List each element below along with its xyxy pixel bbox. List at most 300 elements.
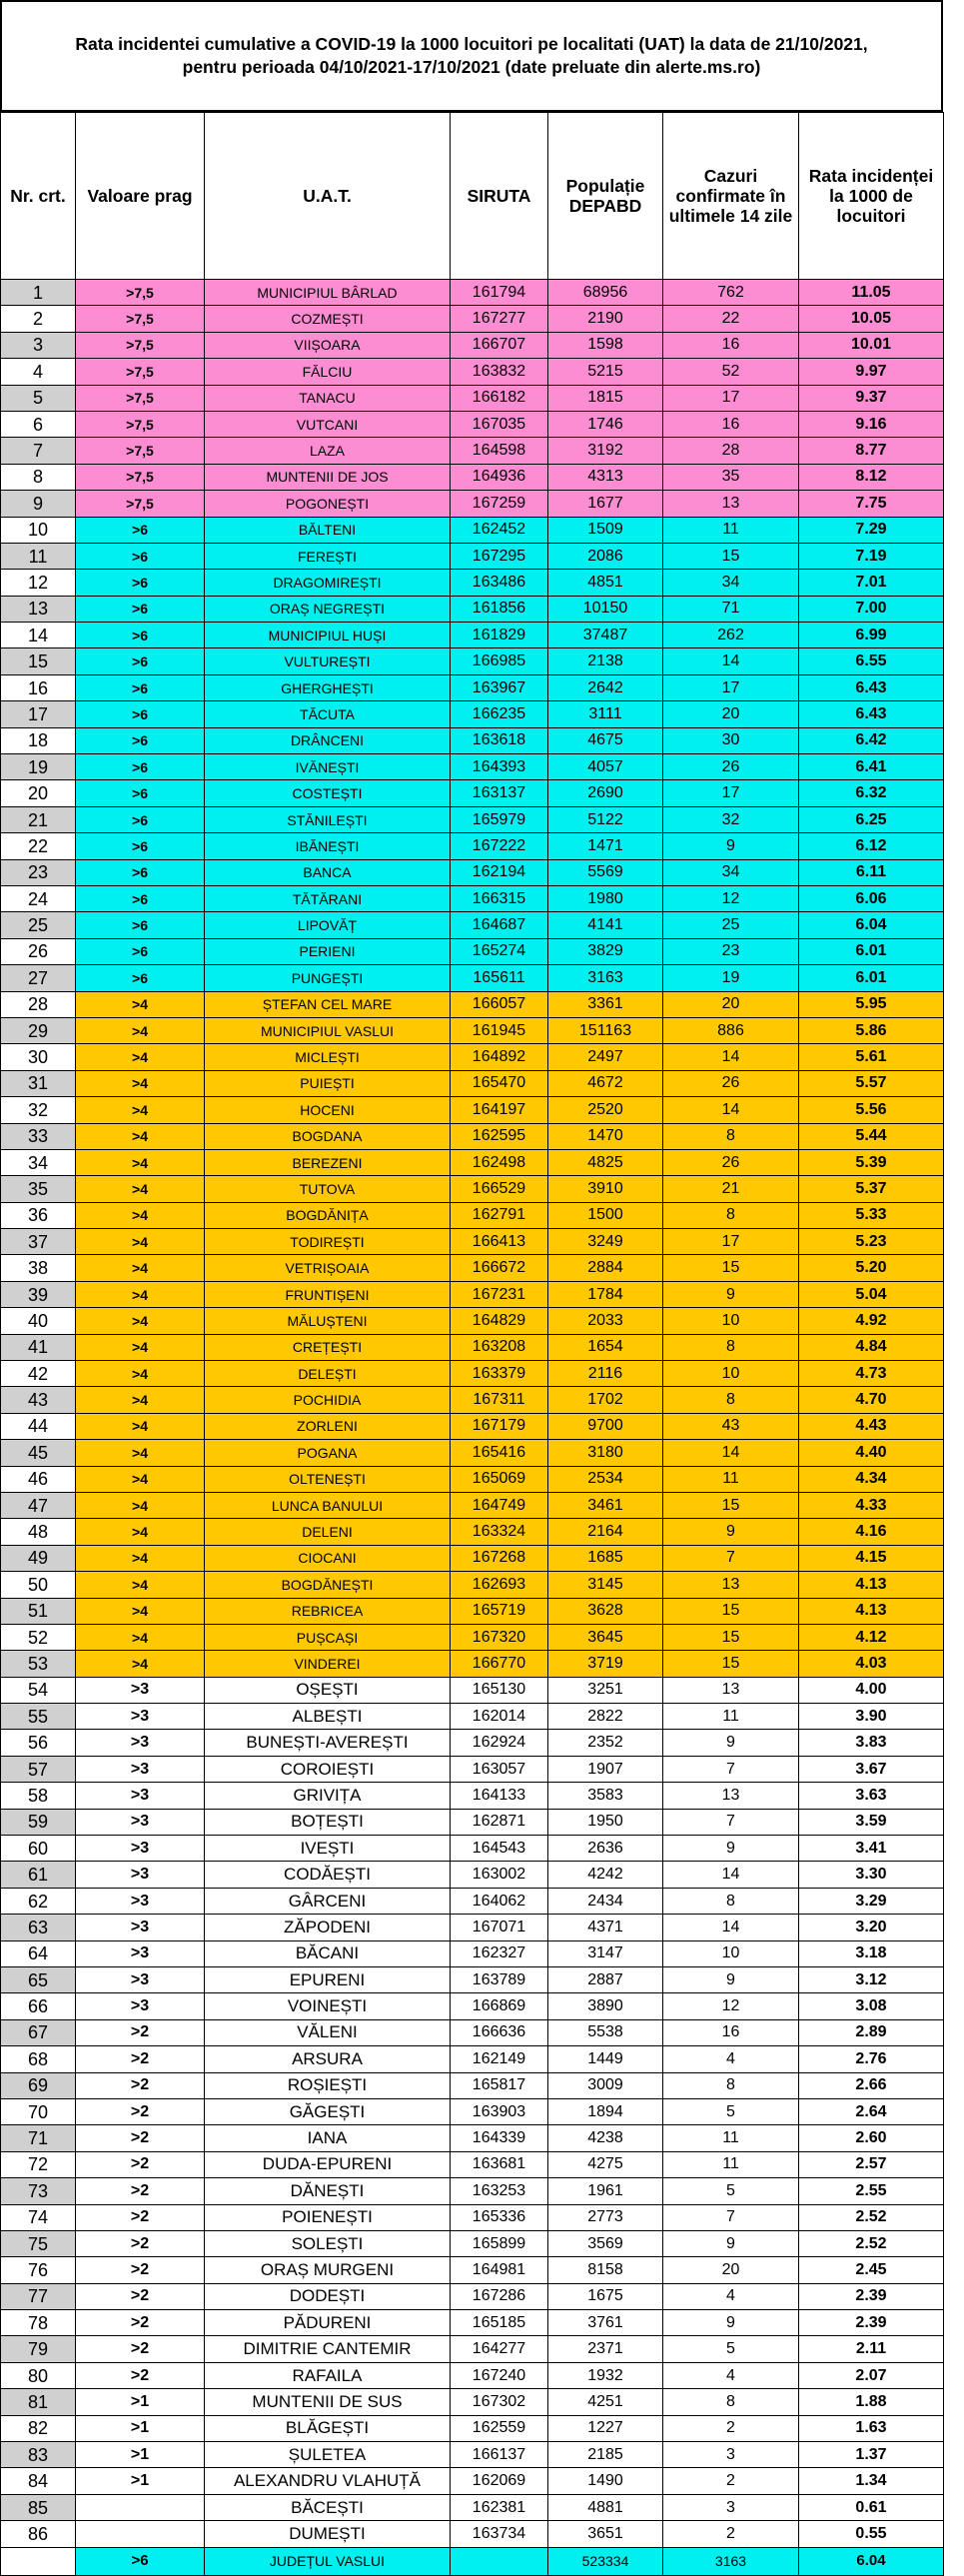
row-cazuri-cell: 30 — [663, 727, 799, 753]
row-prag-cell: >6 — [76, 623, 205, 648]
row-populatie-cell: 3645 — [548, 1624, 663, 1650]
row-cazuri-cell: 14 — [663, 1862, 799, 1888]
row-prag-cell: >7,5 — [76, 491, 205, 517]
row-rata-cell: 7.75 — [799, 491, 944, 517]
row-uat-cell: VUTCANI — [205, 411, 451, 437]
row-uat-cell: DUDA-EPURENI — [205, 2151, 451, 2177]
row-siruta-cell: 164543 — [451, 1836, 548, 1862]
row-nr-cell: 51 — [1, 1598, 76, 1624]
row-prag-cell: >4 — [76, 1413, 205, 1439]
row-rata-cell: 3.83 — [799, 1730, 944, 1756]
row-siruta-cell: 165416 — [451, 1440, 548, 1466]
row-rata-cell: 7.01 — [799, 570, 944, 596]
row-rata-cell: 2.39 — [799, 2310, 944, 2336]
row-populatie-cell: 9700 — [548, 1413, 663, 1439]
row-prag-cell: >3 — [76, 1756, 205, 1782]
row-populatie-cell: 3251 — [548, 1677, 663, 1703]
row-siruta-cell: 163002 — [451, 1862, 548, 1888]
row-siruta-cell: 162693 — [451, 1572, 548, 1598]
row-populatie-cell: 1894 — [548, 2098, 663, 2124]
row-rata-cell: 6.99 — [799, 623, 944, 648]
row-prag-cell: >3 — [76, 1783, 205, 1809]
total-uat: JUDEȚUL VASLUI — [205, 2547, 451, 2575]
row-cazuri-cell: 32 — [663, 806, 799, 832]
table-row — [1, 2468, 944, 2494]
row-cazuri-cell: 7 — [663, 1809, 799, 1835]
row-nr-cell: 40 — [1, 1308, 76, 1334]
row-nr-cell: 70 — [1, 2098, 76, 2124]
row-nr-cell: 1 — [1, 280, 76, 306]
row-nr-cell: 25 — [1, 912, 76, 938]
row-rata-cell: 4.33 — [799, 1492, 944, 1518]
table-row — [1, 1809, 944, 1835]
row-cazuri-cell: 17 — [663, 385, 799, 411]
table-row — [1, 464, 944, 490]
row-cazuri-cell: 26 — [663, 1070, 799, 1096]
row-prag-cell: >2 — [76, 2178, 205, 2204]
row-siruta-cell: 167231 — [451, 1281, 548, 1307]
row-rata-cell: 4.43 — [799, 1413, 944, 1439]
row-rata-cell: 4.03 — [799, 1651, 944, 1677]
row-rata-cell: 6.06 — [799, 885, 944, 911]
row-siruta-cell: 162595 — [451, 1123, 548, 1149]
row-nr-cell: 74 — [1, 2204, 76, 2230]
row-populatie-cell: 3761 — [548, 2310, 663, 2336]
row-siruta-cell: 162381 — [451, 2494, 548, 2520]
row-rata-cell: 3.08 — [799, 1993, 944, 2019]
row-rata-cell: 7.19 — [799, 543, 944, 569]
row-uat-cell: ȘTEFAN CEL MARE — [205, 991, 451, 1017]
row-uat-cell: VIIȘOARA — [205, 332, 451, 358]
row-prag-cell: >2 — [76, 2362, 205, 2388]
row-rata-cell: 4.00 — [799, 1677, 944, 1703]
row-rata-cell: 4.13 — [799, 1598, 944, 1624]
row-populatie-cell: 1471 — [548, 833, 663, 859]
row-siruta-cell: 166315 — [451, 885, 548, 911]
table-row — [1, 833, 944, 859]
row-rata-cell: 4.73 — [799, 1361, 944, 1387]
row-uat-cell: MĂLUȘTENI — [205, 1308, 451, 1334]
row-prag-cell: >7,5 — [76, 332, 205, 358]
row-siruta-cell: 166869 — [451, 1993, 548, 2019]
row-prag-cell: >3 — [76, 1915, 205, 1940]
table-row — [1, 2125, 944, 2151]
row-populatie-cell: 3461 — [548, 1492, 663, 1518]
row-uat-cell: BĂCEȘTI — [205, 2494, 451, 2520]
row-uat-cell: ROȘIEȘTI — [205, 2072, 451, 2098]
row-nr-cell: 55 — [1, 1704, 76, 1730]
table-row — [1, 491, 944, 517]
table-row — [1, 2019, 944, 2045]
row-nr-cell: 57 — [1, 1756, 76, 1782]
row-uat-cell: TANACU — [205, 385, 451, 411]
row-rata-cell: 1.34 — [799, 2468, 944, 2494]
row-cazuri-cell: 762 — [663, 280, 799, 306]
row-cazuri-cell: 23 — [663, 938, 799, 964]
row-rata-cell: 6.01 — [799, 965, 944, 991]
row-nr-cell: 61 — [1, 1862, 76, 1888]
row-prag-cell: >3 — [76, 1836, 205, 1862]
row-populatie-cell: 1907 — [548, 1756, 663, 1782]
row-siruta-cell: 164981 — [451, 2257, 548, 2283]
row-prag-cell: >4 — [76, 1572, 205, 1598]
table-row — [1, 1572, 944, 1598]
row-populatie-cell: 2636 — [548, 1836, 663, 1862]
row-populatie-cell: 1950 — [548, 1809, 663, 1835]
row-siruta-cell: 164829 — [451, 1308, 548, 1334]
row-prag-cell: >4 — [76, 1387, 205, 1413]
row-nr-cell: 53 — [1, 1651, 76, 1677]
table-row — [1, 991, 944, 1017]
row-cazuri-cell: 16 — [663, 332, 799, 358]
row-cazuri-cell: 8 — [663, 1123, 799, 1149]
row-nr-cell: 13 — [1, 596, 76, 622]
row-rata-cell: 1.63 — [799, 2415, 944, 2441]
row-cazuri-cell: 4 — [663, 2283, 799, 2309]
row-nr-cell: 63 — [1, 1915, 76, 1940]
row-siruta-cell: 163967 — [451, 674, 548, 700]
row-uat-cell: POIENEȘTI — [205, 2204, 451, 2230]
row-nr-cell: 11 — [1, 543, 76, 569]
row-populatie-cell: 3651 — [548, 2521, 663, 2547]
table-row — [1, 1123, 944, 1149]
table-row — [1, 570, 944, 596]
row-uat-cell: VĂLENI — [205, 2019, 451, 2045]
row-rata-cell: 5.95 — [799, 991, 944, 1017]
row-nr-cell: 31 — [1, 1070, 76, 1096]
row-nr-cell: 2 — [1, 306, 76, 332]
row-nr-cell: 50 — [1, 1572, 76, 1598]
row-prag-cell: >1 — [76, 2442, 205, 2468]
row-uat-cell: MUNICIPIUL HUȘI — [205, 623, 451, 648]
row-siruta-cell: 162498 — [451, 1149, 548, 1175]
row-populatie-cell: 3145 — [548, 1572, 663, 1598]
row-siruta-cell: 165336 — [451, 2204, 548, 2230]
row-prag-cell: >3 — [76, 1704, 205, 1730]
row-nr-cell: 9 — [1, 491, 76, 517]
row-populatie-cell: 37487 — [548, 623, 663, 648]
row-rata-cell: 3.90 — [799, 1704, 944, 1730]
row-uat-cell: IBĂNEȘTI — [205, 833, 451, 859]
row-populatie-cell: 1654 — [548, 1334, 663, 1360]
row-populatie-cell: 4141 — [548, 912, 663, 938]
row-cazuri-cell: 17 — [663, 1229, 799, 1255]
row-populatie-cell: 4881 — [548, 2494, 663, 2520]
row-prag-cell: >6 — [76, 596, 205, 622]
row-prag-cell: >2 — [76, 2204, 205, 2230]
row-cazuri-cell: 20 — [663, 991, 799, 1017]
row-uat-cell: BOGDĂNIȚA — [205, 1202, 451, 1228]
row-uat-cell: LUNCA BANULUI — [205, 1492, 451, 1518]
row-uat-cell: DUMEȘTI — [205, 2521, 451, 2547]
row-rata-cell: 6.32 — [799, 780, 944, 806]
table-row — [1, 1704, 944, 1730]
row-populatie-cell: 4672 — [548, 1070, 663, 1096]
row-nr-cell: 37 — [1, 1229, 76, 1255]
row-prag-cell: >6 — [76, 648, 205, 674]
row-prag-cell: >4 — [76, 1466, 205, 1492]
row-nr-cell: 27 — [1, 965, 76, 991]
row-prag-cell: >6 — [76, 780, 205, 806]
row-nr-cell: 84 — [1, 2468, 76, 2494]
row-prag-cell: >1 — [76, 2468, 205, 2494]
row-prag-cell: >3 — [76, 1809, 205, 1835]
row-populatie-cell: 4313 — [548, 464, 663, 490]
row-prag-cell: >2 — [76, 2072, 205, 2098]
row-cazuri-cell: 14 — [663, 1097, 799, 1123]
row-cazuri-cell: 3 — [663, 2442, 799, 2468]
row-populatie-cell: 2185 — [548, 2442, 663, 2468]
row-populatie-cell: 5215 — [548, 359, 663, 385]
row-uat-cell: ALBEȘTI — [205, 1704, 451, 1730]
row-nr-cell: 34 — [1, 1149, 76, 1175]
row-nr-cell: 47 — [1, 1492, 76, 1518]
row-uat-cell: MICLEȘTI — [205, 1044, 451, 1070]
row-siruta-cell: 167222 — [451, 833, 548, 859]
row-nr-cell: 58 — [1, 1783, 76, 1809]
row-prag-cell: >4 — [76, 1492, 205, 1518]
row-prag-cell: >6 — [76, 517, 205, 543]
row-rata-cell: 2.45 — [799, 2257, 944, 2283]
row-nr-cell: 8 — [1, 464, 76, 490]
table-row — [1, 1545, 944, 1571]
row-uat-cell: DĂNEȘTI — [205, 2178, 451, 2204]
row-uat-cell: BLĂGEȘTI — [205, 2415, 451, 2441]
row-uat-cell: EPURENI — [205, 1967, 451, 1993]
row-prag-cell: >7,5 — [76, 438, 205, 464]
row-rata-cell: 3.29 — [799, 1888, 944, 1914]
row-siruta-cell: 164277 — [451, 2336, 548, 2362]
table-row — [1, 332, 944, 358]
row-rata-cell: 6.01 — [799, 938, 944, 964]
row-nr-cell: 36 — [1, 1202, 76, 1228]
row-rata-cell: 4.15 — [799, 1545, 944, 1571]
row-prag-cell: >6 — [76, 833, 205, 859]
row-rata-cell: 6.25 — [799, 806, 944, 832]
row-prag-cell: >3 — [76, 1940, 205, 1966]
row-populatie-cell: 5569 — [548, 859, 663, 885]
row-siruta-cell: 167320 — [451, 1624, 548, 1650]
row-nr-cell: 67 — [1, 2019, 76, 2045]
row-prag-cell: >4 — [76, 1598, 205, 1624]
row-populatie-cell: 4851 — [548, 570, 663, 596]
row-siruta-cell: 166707 — [451, 332, 548, 358]
row-nr-cell: 79 — [1, 2336, 76, 2362]
row-cazuri-cell: 13 — [663, 491, 799, 517]
row-nr-cell: 5 — [1, 385, 76, 411]
row-cazuri-cell: 14 — [663, 1915, 799, 1940]
row-cazuri-cell: 8 — [663, 2072, 799, 2098]
row-siruta-cell: 167311 — [451, 1387, 548, 1413]
row-siruta-cell: 161945 — [451, 1017, 548, 1043]
table-row — [1, 2257, 944, 2283]
row-prag-cell: >2 — [76, 2310, 205, 2336]
row-nr-cell: 48 — [1, 1519, 76, 1545]
row-rata-cell: 2.66 — [799, 2072, 944, 2098]
row-cazuri-cell: 11 — [663, 2125, 799, 2151]
row-siruta-cell: 166636 — [451, 2019, 548, 2045]
row-uat-cell: MUNTENII DE JOS — [205, 464, 451, 490]
row-siruta-cell: 161829 — [451, 623, 548, 648]
row-prag-cell: >2 — [76, 2019, 205, 2045]
row-prag-cell: >4 — [76, 1044, 205, 1070]
row-siruta-cell: 162871 — [451, 1809, 548, 1835]
row-siruta-cell: 163903 — [451, 2098, 548, 2124]
row-cazuri-cell: 8 — [663, 1888, 799, 1914]
row-cazuri-cell: 8 — [663, 2389, 799, 2415]
total-siruta — [451, 2547, 548, 2575]
row-siruta-cell: 164393 — [451, 754, 548, 780]
row-populatie-cell: 2690 — [548, 780, 663, 806]
row-nr-cell: 44 — [1, 1413, 76, 1439]
table-row — [1, 1519, 944, 1545]
row-nr-cell: 3 — [1, 332, 76, 358]
row-prag-cell: >4 — [76, 1229, 205, 1255]
row-populatie-cell: 1746 — [548, 411, 663, 437]
row-siruta-cell: 166057 — [451, 991, 548, 1017]
table-row — [1, 1836, 944, 1862]
row-nr-cell: 86 — [1, 2521, 76, 2547]
title-line-2: pentru perioada 04/10/2021-17/10/2021 (date preluate din alerte.ms.ro) — [182, 57, 761, 77]
row-siruta-cell: 166770 — [451, 1651, 548, 1677]
row-uat-cell: TUTOVA — [205, 1176, 451, 1202]
row-uat-cell: CREȚEȘTI — [205, 1334, 451, 1360]
table-row — [1, 1361, 944, 1387]
row-uat-cell: IANA — [205, 2125, 451, 2151]
table-row — [1, 1176, 944, 1202]
row-nr-cell: 49 — [1, 1545, 76, 1571]
row-nr-cell: 82 — [1, 2415, 76, 2441]
row-prag-cell: >7,5 — [76, 280, 205, 306]
row-prag-cell: >2 — [76, 2151, 205, 2177]
row-nr-cell: 26 — [1, 938, 76, 964]
row-cazuri-cell: 43 — [663, 1413, 799, 1439]
row-uat-cell: POCHIDIA — [205, 1387, 451, 1413]
row-rata-cell: 5.57 — [799, 1070, 944, 1096]
row-siruta-cell: 164133 — [451, 1783, 548, 1809]
row-nr-cell: 60 — [1, 1836, 76, 1862]
row-cazuri-cell: 15 — [663, 1492, 799, 1518]
row-populatie-cell: 1500 — [548, 1202, 663, 1228]
table-row — [1, 727, 944, 753]
header-uat: U.A.T. — [205, 113, 451, 280]
total-cazuri: 3163 — [663, 2547, 799, 2575]
row-uat-cell: BOȚEȘTI — [205, 1809, 451, 1835]
row-cazuri-cell: 886 — [663, 1017, 799, 1043]
row-nr-cell: 32 — [1, 1097, 76, 1123]
row-populatie-cell: 1675 — [548, 2283, 663, 2309]
row-cazuri-cell: 2 — [663, 2468, 799, 2494]
row-siruta-cell: 162327 — [451, 1940, 548, 1966]
table-row — [1, 1334, 944, 1360]
row-nr-cell: 78 — [1, 2310, 76, 2336]
row-cazuri-cell: 16 — [663, 411, 799, 437]
row-rata-cell: 4.13 — [799, 1572, 944, 1598]
row-prag-cell: >2 — [76, 2336, 205, 2362]
row-populatie-cell: 10150 — [548, 596, 663, 622]
row-prag-cell: >6 — [76, 674, 205, 700]
row-siruta-cell: 165719 — [451, 1598, 548, 1624]
table-row — [1, 2521, 944, 2547]
row-cazuri-cell: 17 — [663, 780, 799, 806]
row-siruta-cell: 163379 — [451, 1361, 548, 1387]
row-populatie-cell: 3009 — [548, 2072, 663, 2098]
row-nr-cell: 19 — [1, 754, 76, 780]
row-uat-cell: PUNGEȘTI — [205, 965, 451, 991]
table-row — [1, 517, 944, 543]
row-uat-cell: GRIVIȚA — [205, 1783, 451, 1809]
row-nr-cell: 41 — [1, 1334, 76, 1360]
table-row — [1, 1070, 944, 1096]
row-siruta-cell: 161794 — [451, 280, 548, 306]
row-rata-cell: 2.64 — [799, 2098, 944, 2124]
title-line-1: Rata incidentei cumulative a COVID-19 la 1000 locuitori pe localitati (UAT) la data de 21/10/2021, — [75, 34, 868, 54]
row-nr-cell: 64 — [1, 1940, 76, 1966]
header-cazuri: Cazuri confirmate în ultimele 14 zile — [663, 113, 799, 280]
row-uat-cell: PERIENI — [205, 938, 451, 964]
row-prag-cell: >4 — [76, 1651, 205, 1677]
row-siruta-cell: 167295 — [451, 543, 548, 569]
row-populatie-cell: 2434 — [548, 1888, 663, 1914]
row-prag-cell: >2 — [76, 2230, 205, 2256]
table-row — [1, 806, 944, 832]
row-nr-cell: 85 — [1, 2494, 76, 2520]
row-cazuri-cell: 34 — [663, 859, 799, 885]
row-siruta-cell: 167286 — [451, 2283, 548, 2309]
table-row — [1, 1229, 944, 1255]
row-cazuri-cell: 9 — [663, 1519, 799, 1545]
row-uat-cell: DELENI — [205, 1519, 451, 1545]
row-siruta-cell: 165899 — [451, 2230, 548, 2256]
row-rata-cell: 3.67 — [799, 1756, 944, 1782]
table-row — [1, 2494, 944, 2520]
row-cazuri-cell: 14 — [663, 1440, 799, 1466]
row-siruta-cell: 165185 — [451, 2310, 548, 2336]
row-prag-cell: >4 — [76, 1361, 205, 1387]
row-rata-cell: 10.05 — [799, 306, 944, 332]
table-row — [1, 1677, 944, 1703]
row-nr-cell: 80 — [1, 2362, 76, 2388]
row-uat-cell: BOGDĂNEȘTI — [205, 1572, 451, 1598]
row-siruta-cell: 161856 — [451, 596, 548, 622]
table-row — [1, 1440, 944, 1466]
table-row — [1, 2442, 944, 2468]
row-prag-cell: >4 — [76, 1281, 205, 1307]
row-siruta-cell: 166235 — [451, 701, 548, 727]
row-nr-cell: 4 — [1, 359, 76, 385]
row-rata-cell: 4.12 — [799, 1624, 944, 1650]
table-row — [1, 1492, 944, 1518]
incidence-table — [0, 112, 944, 2576]
row-cazuri-cell: 12 — [663, 885, 799, 911]
row-uat-cell: VOINEȘTI — [205, 1993, 451, 2019]
row-siruta-cell: 164936 — [451, 464, 548, 490]
row-prag-cell: >4 — [76, 1123, 205, 1149]
table-row — [1, 2230, 944, 2256]
row-siruta-cell: 163832 — [451, 359, 548, 385]
row-rata-cell: 5.23 — [799, 1229, 944, 1255]
row-prag-cell — [76, 2494, 205, 2520]
row-prag-cell: >7,5 — [76, 385, 205, 411]
row-prag-cell — [76, 2521, 205, 2547]
row-cazuri-cell: 9 — [663, 2230, 799, 2256]
table-body — [1, 280, 944, 2548]
row-cazuri-cell: 9 — [663, 833, 799, 859]
row-cazuri-cell: 14 — [663, 648, 799, 674]
row-cazuri-cell: 7 — [663, 2204, 799, 2230]
row-uat-cell: IVĂNEȘTI — [205, 754, 451, 780]
row-siruta-cell: 166985 — [451, 648, 548, 674]
